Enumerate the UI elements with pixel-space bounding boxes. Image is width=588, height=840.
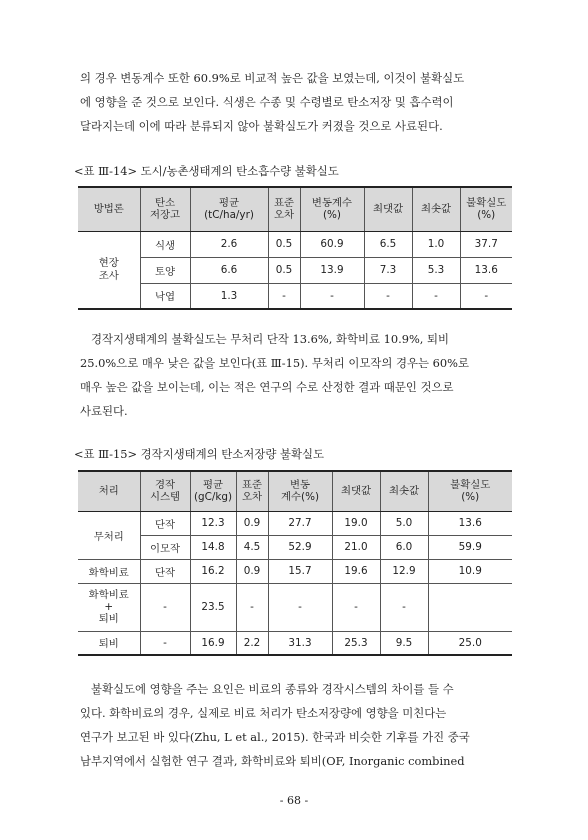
cell-uncertainty: 13.6 [428,511,512,535]
cell-mean: 23.5 [190,583,236,631]
text-line: 25.0%으로 매우 낮은 값을 보인다(표 Ⅲ-15). 무처리 이모작의 경우는 60%로 [80,356,470,370]
cell-mean: 16.2 [190,559,236,583]
cell-mean: 2.6 [190,231,268,257]
header-std-error: 표준 오차 [268,187,300,231]
cell-cv: 52.9 [268,535,332,559]
cell-cv: 13.9 [300,257,364,283]
cell-sd: 0.5 [268,257,300,283]
cell-min: 5.0 [380,511,428,535]
cell-sd: 2.2 [236,631,268,655]
header-carbon-pool: 탄소 저장고 [140,187,190,231]
cell-cv: - [268,583,332,631]
header-std-error: 표준 오차 [236,471,268,511]
cell-sd: - [268,283,300,309]
header-method: 방법론 [78,187,140,231]
cell-sd: 0.9 [236,559,268,583]
page-number: - 68 - [279,794,309,807]
cell-system: 단작 [140,511,190,535]
cell-pool: 식생 [140,231,190,257]
group-chemical-plus-compost: 화학비료 + 퇴비 [78,583,140,631]
table-row [78,231,512,257]
header-min: 최솟값 [380,471,428,511]
header-mean: 평균 (gC/kg) [190,471,236,511]
group-no-treatment: 무처리 [78,511,140,559]
header-treatment: 처리 [78,471,140,511]
cell-min: 1.0 [412,231,460,257]
header-crop-system: 경작 시스템 [140,471,190,511]
cell-mean: 1.3 [190,283,268,309]
cell-pool: 낙엽 [140,283,190,309]
cell-max: 25.3 [332,631,380,655]
cell-cv: - [300,283,364,309]
table-header-row [78,471,512,511]
table-row [78,511,512,535]
header-uncertainty: 불확실도 (%) [460,187,512,231]
cell-cv: 31.3 [268,631,332,655]
cell-sd: 0.9 [236,511,268,535]
text-line: 매우 높은 값을 보이는데, 이는 적은 연구의 수로 산정한 결과 때문인 것으로 [80,380,454,394]
text-line: 남부지역에서 실험한 연구 결과, 화학비료와 퇴비(OF, Inorganic combined [80,754,465,768]
cell-max: - [332,583,380,631]
header-max: 최댓값 [364,187,412,231]
table-caption-iii-14: <표 Ⅲ-14> 도시/농촌생태계의 탄소흡수량 불확실도 [74,164,339,178]
table-row [78,583,512,631]
header-mean: 평균 (tC/ha/yr) [190,187,268,231]
header-min: 최솟값 [412,187,460,231]
cell-min: 5.3 [412,257,460,283]
cell-uncertainty: 37.7 [460,231,512,257]
group-compost: 퇴비 [78,631,140,655]
cell-min: - [412,283,460,309]
cell-system: 이모작 [140,535,190,559]
cell-mean: 16.9 [190,631,236,655]
cell-system: 단작 [140,559,190,583]
cell-sd: 4.5 [236,535,268,559]
cell-max: 7.3 [364,257,412,283]
text-line: 달라지는데 이에 따라 분류되지 않아 불확실도가 커졌을 것으로 사료된다. [80,119,443,133]
table-row [78,257,512,283]
paragraph-cropland [80,327,510,423]
paragraph-intro [80,66,510,138]
cell-min: - [380,583,428,631]
header-cv: 변동 계수(%) [268,471,332,511]
cell-cv: 60.9 [300,231,364,257]
cell-uncertainty: 59.9 [428,535,512,559]
cell-max: - [364,283,412,309]
cell-pool: 토양 [140,257,190,283]
text-line: 있다. 화학비료의 경우, 실제로 비료 처리가 탄소저장량에 영향을 미친다는 [80,706,447,720]
cell-uncertainty: 13.6 [460,257,512,283]
table-row [78,535,512,559]
cell-min: 9.5 [380,631,428,655]
cell-sd: 0.5 [268,231,300,257]
table-row [78,559,512,583]
cell-uncertainty [428,583,512,631]
text-line: 경작지생태계의 불확실도는 무처리 단작 13.6%, 화학비료 10.9%, 퇴비 [91,332,450,346]
cell-mean: 14.8 [190,535,236,559]
table-row [78,283,512,309]
header-uncertainty: 불확실도 (%) [428,471,512,511]
cell-uncertainty: 25.0 [428,631,512,655]
cell-max: 19.0 [332,511,380,535]
group-field-survey: 현장 조사 [78,231,140,309]
cell-uncertainty: - [460,283,512,309]
group-chemical-fertilizer: 화학비료 [78,559,140,583]
text-line: 연구가 보고된 바 있다(Zhu, L et al., 2015). 한국과 비슷한 기후를 가진 중국 [80,730,470,744]
table-cropland-uncertainty [78,470,512,656]
header-cv: 변동계수 (%) [300,187,364,231]
cell-cv: 15.7 [268,559,332,583]
text-line: 에 영향을 준 것으로 보인다. 식생은 수종 및 수령별로 탄소저장 및 흡수력이 [80,95,454,109]
cell-max: 21.0 [332,535,380,559]
cell-mean: 6.6 [190,257,268,283]
cell-system: - [140,583,190,631]
header-max: 최댓값 [332,471,380,511]
cell-sd: - [236,583,268,631]
table-header-row [78,187,512,231]
cell-min: 12.9 [380,559,428,583]
cell-min: 6.0 [380,535,428,559]
cell-max: 6.5 [364,231,412,257]
table-urban-rural-uncertainty [78,186,512,310]
cell-uncertainty: 10.9 [428,559,512,583]
paragraph-factors [80,677,510,773]
text-line: 의 경우 변동계수 또한 60.9%로 비교적 높은 값을 보였는데, 이것이 불확실도 [80,71,465,85]
table-row [78,631,512,655]
text-line: 사료된다. [80,404,128,418]
table-caption-iii-15: <표 Ⅲ-15> 경작지생태계의 탄소저장량 불확실도 [74,447,324,461]
cell-cv: 27.7 [268,511,332,535]
text-line: 불확실도에 영향을 주는 요인은 비료의 종류와 경작시스템의 차이를 들 수 [91,682,454,696]
cell-system: - [140,631,190,655]
cell-mean: 12.3 [190,511,236,535]
cell-max: 19.6 [332,559,380,583]
